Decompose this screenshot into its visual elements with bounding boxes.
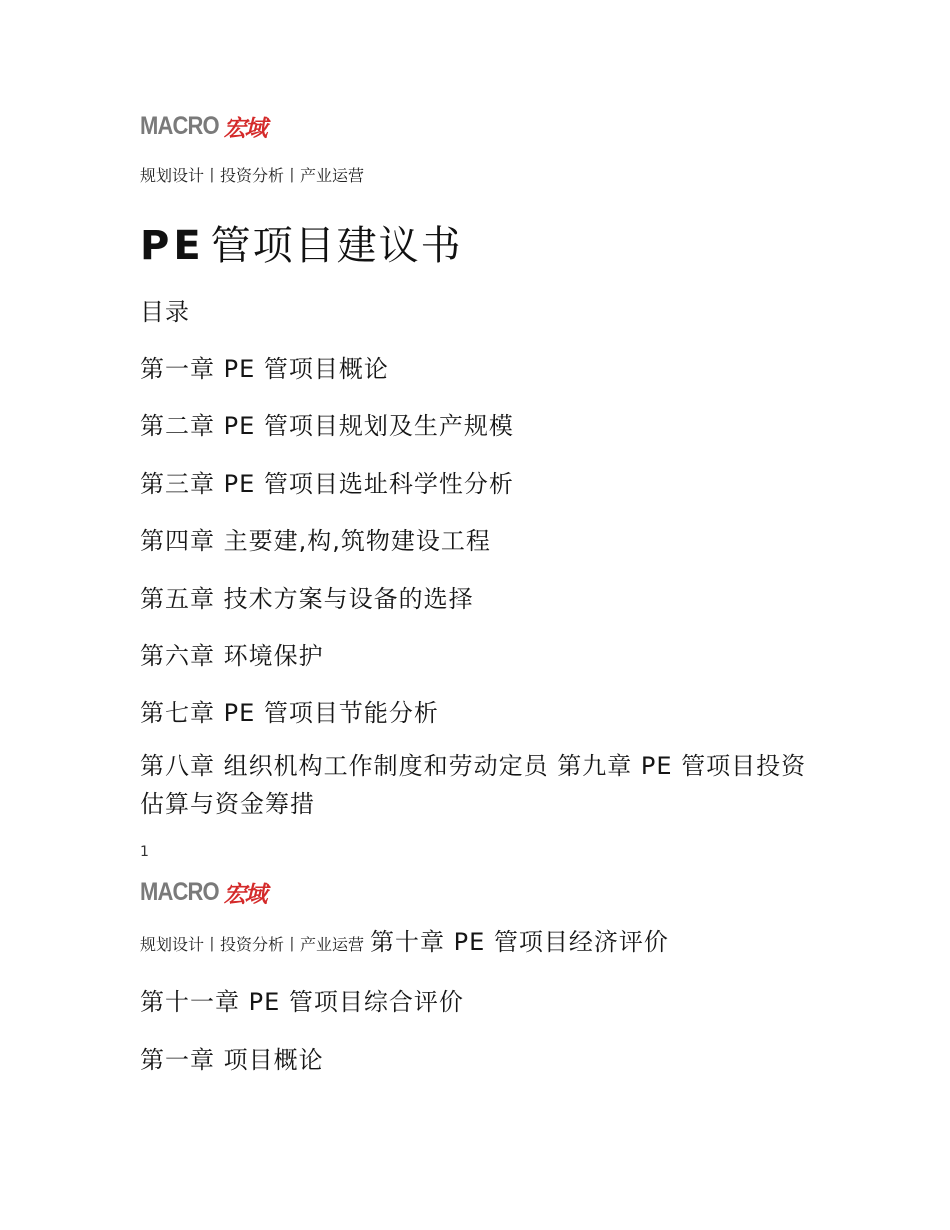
toc-heading: 目录 (140, 298, 190, 326)
page-number: 1 (140, 844, 149, 860)
title-cjk: 管项目建议书 (210, 223, 463, 269)
toc-item-7: 第七章 PE 管项目节能分析 (140, 699, 439, 727)
toc-item-10: 第十章 PE 管项目经济评价 (370, 928, 669, 956)
header-tagline-2: 规划设计丨投资分析丨产业运营 (140, 935, 365, 954)
header-tagline: 规划设计丨投资分析丨产业运营 (140, 166, 365, 185)
logo-latin-text-2: MACRO (140, 877, 219, 906)
title-latin: PE (140, 223, 205, 269)
section-heading: 第一章 项目概论 (140, 1046, 324, 1074)
toc-item-4: 第四章 主要建,构,筑物建设工程 (140, 527, 491, 555)
logo-cjk-text-2: 宏域 (223, 881, 266, 908)
logo-cjk-text: 宏域 (223, 115, 266, 142)
toc-item-2: 第二章 PE 管项目规划及生产规模 (140, 412, 514, 440)
toc-item-3: 第三章 PE 管项目选址科学性分析 (140, 470, 514, 498)
toc-item-6: 第六章 环境保护 (140, 642, 324, 670)
document-title (140, 214, 463, 271)
logo-latin-text: MACRO (140, 111, 219, 140)
toc-item-5: 第五章 技术方案与设备的选择 (140, 585, 474, 613)
toc-item-1: 第一章 PE 管项目概论 (140, 355, 389, 383)
company-logo (140, 112, 265, 140)
company-logo-2 (140, 878, 265, 906)
toc-item-8-9: 第八章 组织机构工作制度和劳动定员 第九章 PE 管项目投资估算与资金筹措 (140, 752, 807, 818)
toc-item-11: 第十一章 PE 管项目综合评价 (140, 988, 464, 1016)
header-2-line (140, 922, 669, 957)
